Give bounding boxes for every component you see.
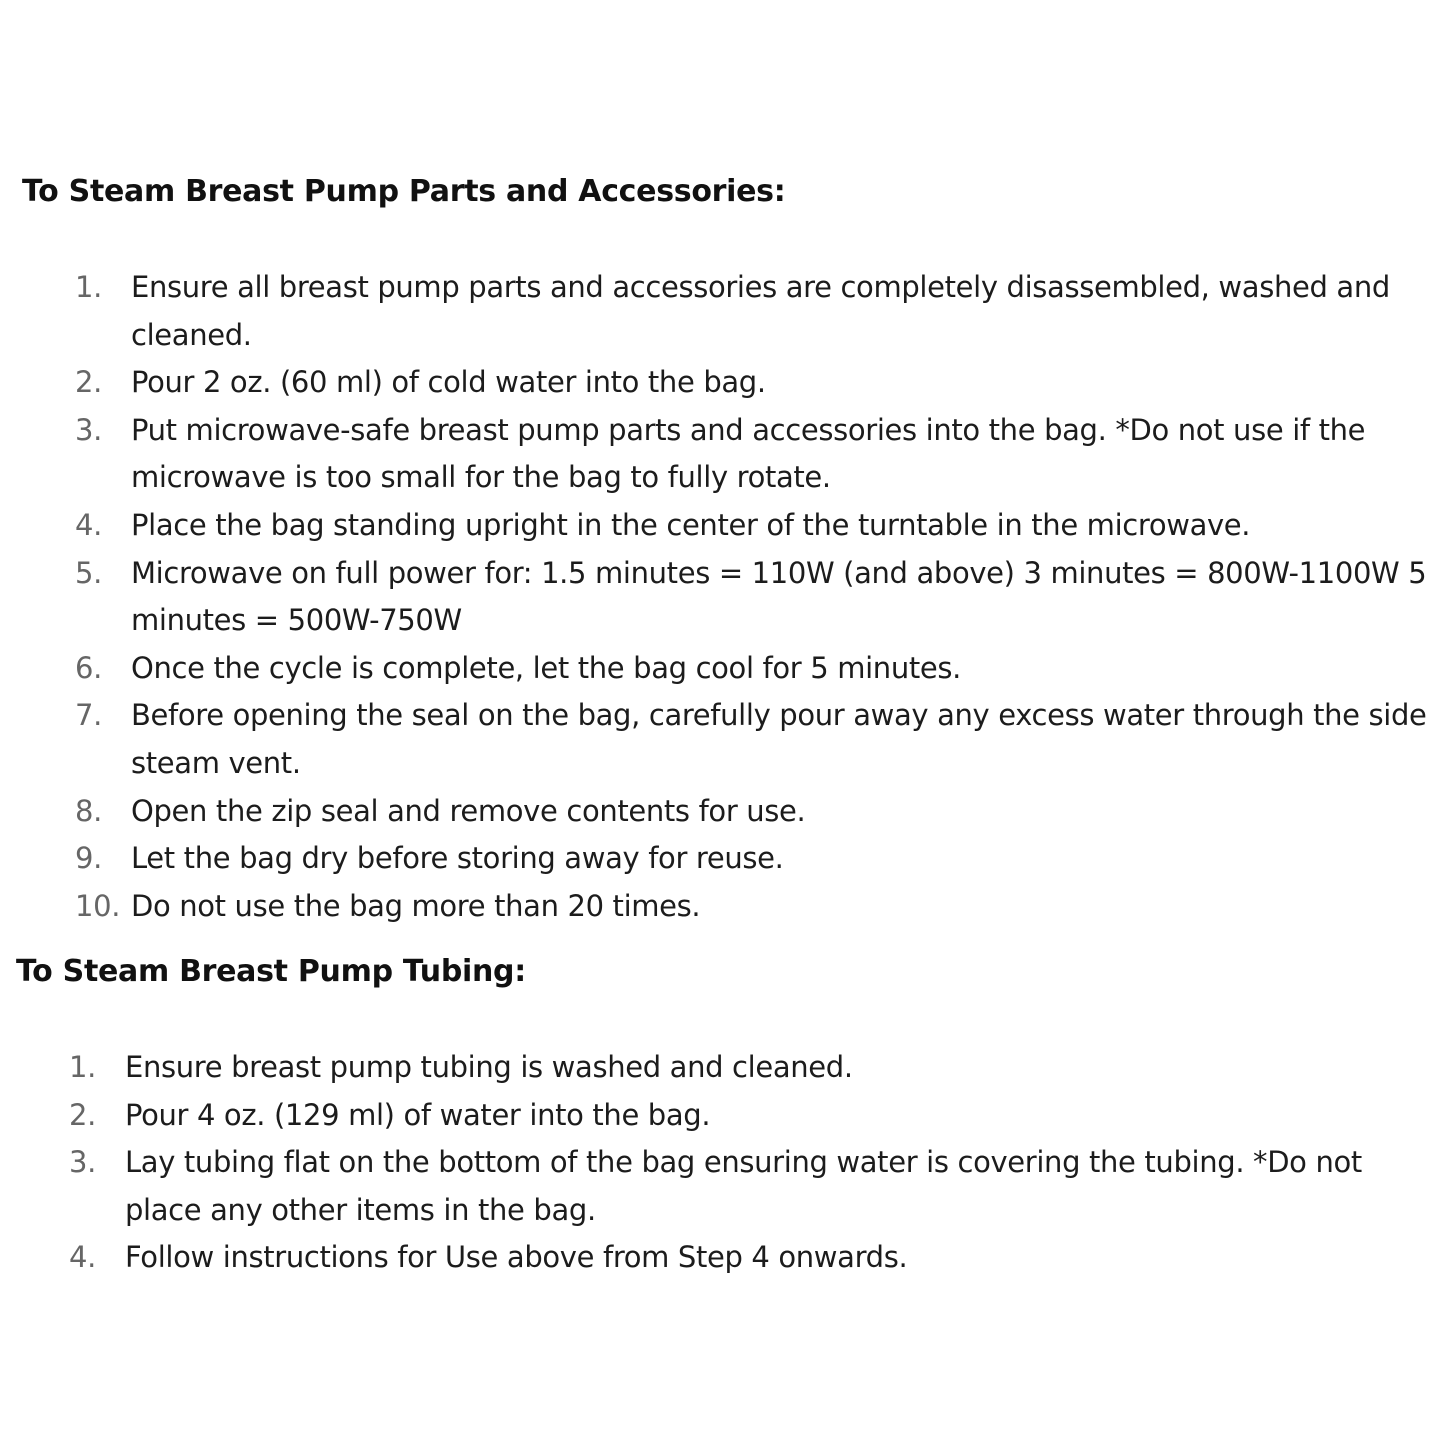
- step-number: 2.: [69, 1097, 96, 1132]
- list-item: [69, 1044, 1439, 1092]
- list-item: [75, 264, 1435, 359]
- list-item: [75, 502, 1435, 550]
- step-number: 8.: [75, 793, 102, 828]
- section-title-tubing: To Steam Breast Pump Tubing:: [16, 954, 526, 989]
- tubing-steps-list: [69, 1044, 1439, 1282]
- step-text: Open the zip seal and remove contents for use.: [131, 793, 806, 828]
- step-text: Once the cycle is complete, let the bag cool for 5 minutes.: [131, 650, 961, 685]
- list-item: [75, 692, 1435, 787]
- step-number: 5.: [75, 555, 102, 590]
- step-number: 3.: [69, 1145, 96, 1180]
- step-number: 6.: [75, 650, 102, 685]
- list-item: [75, 359, 1435, 407]
- step-text: Microwave on full power for: 1.5 minutes = 110W (and above) 3 minutes = 800W-1100W 5 minutes = 500W-750W: [131, 555, 1427, 638]
- step-text: Put microwave-safe breast pump parts and accessories into the bag. *Do not use if the microwave is too small for the bag to fully rotate.: [131, 412, 1366, 495]
- step-text: Do not use the bag more than 20 times.: [131, 888, 701, 923]
- step-text: Lay tubing flat on the bottom of the bag ensuring water is covering the tubing. *Do not place any other items in the bag.: [125, 1145, 1362, 1227]
- list-item: [69, 1139, 1439, 1234]
- step-number: 2.: [75, 365, 102, 400]
- parts-steps-list: [75, 264, 1435, 930]
- step-text: Follow instructions for Use above from Step 4 onwards.: [125, 1240, 908, 1275]
- list-item: [75, 550, 1435, 645]
- step-text: Let the bag dry before storing away for reuse.: [131, 841, 784, 876]
- step-number: 3.: [75, 412, 102, 447]
- step-text: Before opening the seal on the bag, carefully pour away any excess water through the side steam vent.: [131, 698, 1427, 780]
- step-text: Ensure breast pump tubing is washed and cleaned.: [125, 1050, 853, 1084]
- step-number: 7.: [75, 698, 102, 733]
- step-number: 1.: [75, 270, 102, 304]
- list-item: [69, 1234, 1439, 1282]
- step-number: 10.: [75, 888, 121, 923]
- list-item: [75, 883, 1435, 931]
- step-number: 4.: [69, 1240, 96, 1275]
- section-title-parts: To Steam Breast Pump Parts and Accessories:: [22, 174, 786, 209]
- list-item: [75, 788, 1435, 836]
- step-number: 4.: [75, 507, 102, 542]
- step-text: Pour 2 oz. (60 ml) of cold water into the bag.: [131, 365, 766, 400]
- step-text: Ensure all breast pump parts and accessories are completely disassembled, washed and cleaned.: [131, 270, 1390, 352]
- list-item: [75, 645, 1435, 693]
- list-item: [75, 407, 1435, 502]
- step-text: Place the bag standing upright in the center of the turntable in the microwave.: [131, 507, 1251, 542]
- step-number: 1.: [69, 1050, 96, 1084]
- step-number: 9.: [75, 841, 102, 876]
- step-text: Pour 4 oz. (129 ml) of water into the bag.: [125, 1097, 711, 1132]
- list-item: [69, 1092, 1439, 1140]
- list-item: [75, 835, 1435, 883]
